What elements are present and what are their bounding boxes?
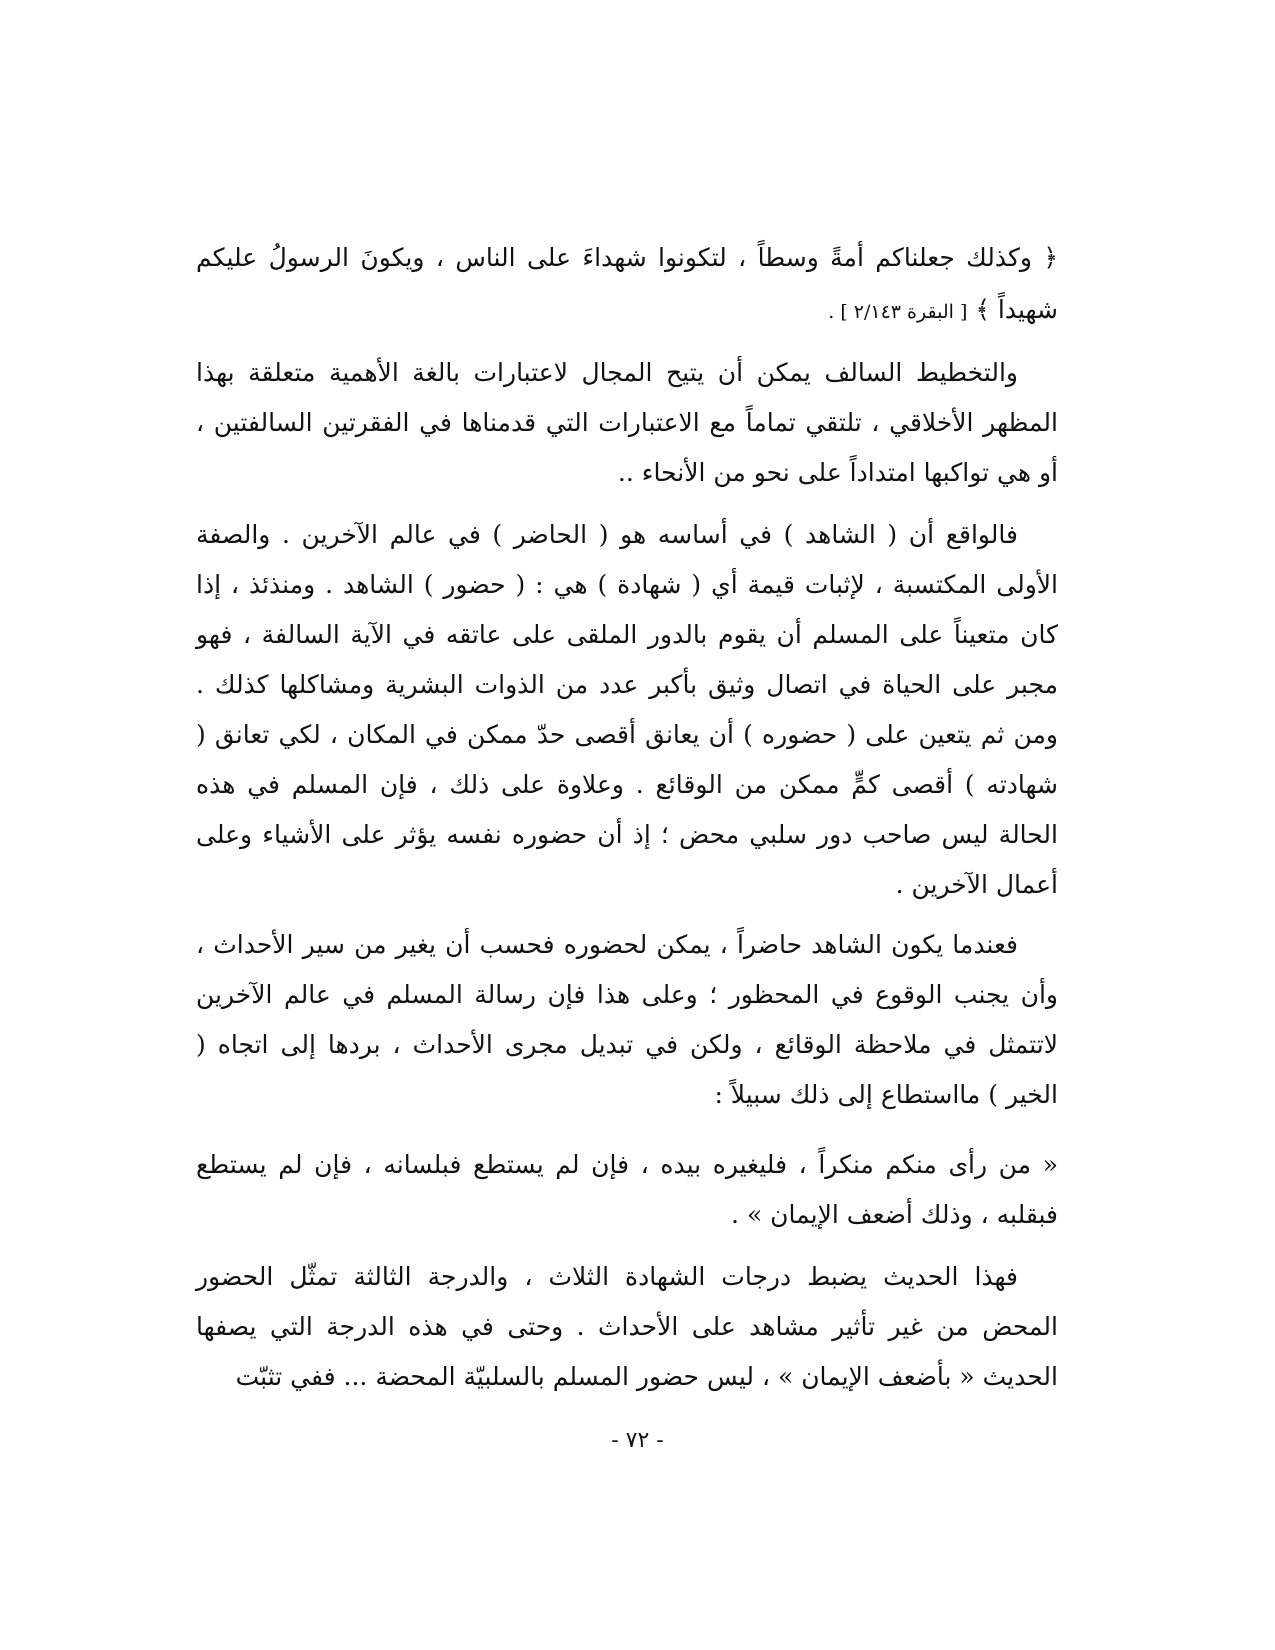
paragraph-3: فعندما يكون الشاهد حاضراً ، يمكن لحضوره فحسب أن يغير من سير الأحداث ، وأن يجنب الوقوع في المحظور ؛ وعلى هذا فإن رسالة المسلم في عالم الآخرين لاتتمثل في ملاحظة الوقائع ، ولكن في تبديل مجرى الأحداث ، بردها إلى اتجاه ( الخير ) مااستطاع إلى ذلك سبيلاً :: [196, 930, 1058, 1109]
verse-reference: [ البقرة ٢/١٤٣ ] .: [828, 301, 968, 323]
quran-verse: [196, 232, 1058, 338]
paragraph-4: فهذا الحديث يضبط درجات الشهادة الثلاث ، والدرجة الثالثة تمثّل الحضور المحض من غير تأثير مشاهد على الأحداث . وحتى في هذه الدرجة التي يصفها الحديث « بأضعف الإيمان » ، ليس حضور المسلم بالسلبيّة المحضة ... ففي تثبّت: [196, 1262, 1058, 1391]
paragraph-2: فالواقع أن ( الشاهد ) في أساسه هو ( الحاضر ) في عالم الآخرين . والصفة الأولى المكتسبة ، لإثبات قيمة أي ( شهادة ) هي : ( حضور ) الشاهد . ومنذئذ ، إذا كان متعيناً على المسلم أن يقوم بالدور الملقى على عاتقه في الآية السالفة ، فهو مجبر على الحياة في اتصال وثيق بأكبر عدد من الذوات البشرية ومشاكلها كذلك . ومن ثم يتعين على ( حضوره ) أن يعانق أقصى حدّ ممكن في المكان ، لكي تعانق ( شهادته ) أقصى كمٍّ ممكن من الوقائع . وعلاوة على ذلك ، فإن المسلم في هذه الحالة ليس صاحب دور سلبي محض ؛ إذ أن حضوره نفسه يؤثر على الأشياء وعلى أعمال الآخرين .: [196, 520, 1059, 899]
verse-text: ﴿ وكذلك جعلناكم أمةً وسطاً ، لتكونوا شهداءَ على الناس ، ويكونَ الرسولُ عليكم شهيداً ﴾: [196, 243, 1058, 324]
hadith-quote: « من رأى منكم منكراً ، فليغيره بيده ، فإن لم يستطع فبلسانه ، فإن لم يستطع فبقلبه ، وذلك أضعف الإيمان » .: [196, 1150, 1058, 1229]
page-number: - ٧٢ -: [611, 1428, 664, 1453]
paragraph-1: والتخطيط السالف يمكن أن يتيح المجال لاعتبارات بالغة الأهمية متعلقة بهذا المظهر الأخلاقي ، تلتقي تماماً مع الاعتبارات التي قدمناها في الفقرتين السالفتين ، أو هي تواكبها امتداداً على نحو من الأنحاء ..: [196, 358, 1058, 487]
